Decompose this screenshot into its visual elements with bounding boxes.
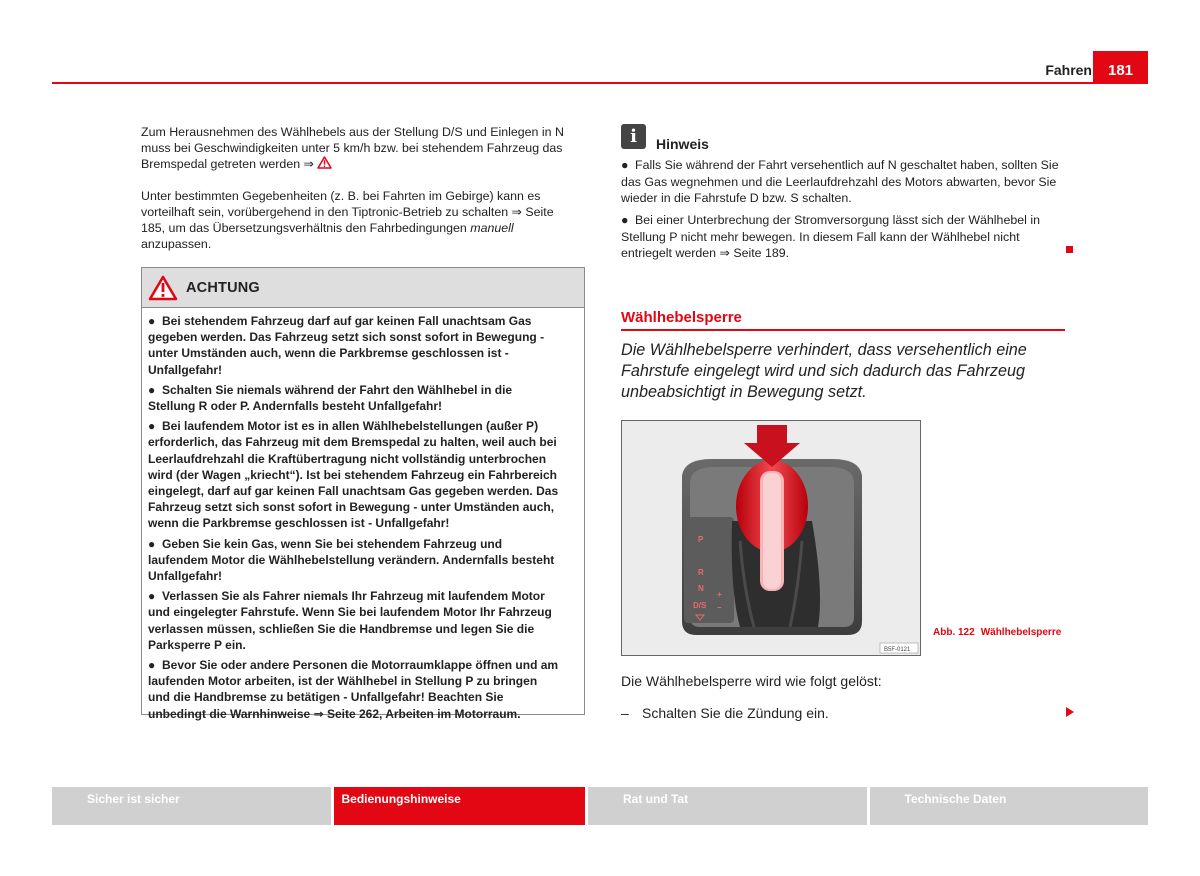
gear-label-ds: D/S <box>693 601 707 610</box>
section-title: Fahren <box>1045 62 1092 78</box>
bullet-icon: ● <box>148 536 156 551</box>
warning-header <box>142 268 584 308</box>
warning-item <box>148 536 560 585</box>
hint-item-text: Bei einer Unterbrechung der Stromversorgung lässt sich der Wählhebel in Stellung P nicht mehr bewegen. In diesem Fall kann der Wählhebel nicht entriegelt werden ⇒ Seite 189. <box>621 213 1040 260</box>
header-rule <box>52 82 1148 84</box>
gear-label-r: R <box>698 568 704 577</box>
warning-item-text: Schalten Sie niemals während der Fahrt den Wählhebel in die Stellung R oder P. Andernfalls besteht Unfallgefahr! <box>148 382 513 414</box>
paragraph-tiptronic-text: Unter bestimmten Gegebenheiten (z. B. bei Fahrten im Gebirge) kann es vorteilhaft sein, vorübergehend in den Tiptronic-Betrieb zu schalten ⇒ Seite 185, um das Übersetzungsverhältnis den Fahrbedingungen <box>141 189 554 235</box>
tab-rat-und-tat[interactable]: Rat und Tat <box>588 787 867 825</box>
figure-label: Abb. 122 <box>933 627 975 638</box>
steps-lead: Die Wählhebelsperre wird wie folgt gelöst: <box>621 673 882 689</box>
tab-technische-daten[interactable]: Technische Daten <box>870 787 1149 825</box>
paragraph-brake-text: Zum Herausnehmen des Wählhebels aus der Stellung D/S und Einlegen in N muss bei Geschwindigkeiten unter 5 km/h bzw. bei stehendem Fahrzeug das Bremspedal getreten werden ⇒ <box>141 125 564 171</box>
paragraph-tiptronic <box>141 188 581 252</box>
dash-icon: – <box>621 705 629 721</box>
chapter-tabs <box>52 787 1148 825</box>
section-end-marker-icon <box>1066 246 1073 253</box>
warning-triangle-icon <box>148 275 178 301</box>
warning-item-text: Verlassen Sie als Fahrer niemals Ihr Fahrzeug mit laufendem Motor und eingelegter Fahrstufe. Wenn Sie bei laufendem Motor Ihr Fahrzeug verlassen müssen, schließen Sie die Handbremse und legen Sie die Parksperre P ein. <box>148 589 552 652</box>
bullet-icon: ● <box>621 158 629 172</box>
gear-label-p: P <box>698 535 704 544</box>
warning-list <box>142 308 584 722</box>
warning-item-text: Bevor Sie oder andere Personen die Motorraumklappe öffnen und am laufenden Motor arbeiten, ist der Wählhebel in Stellung P zu bringen und die Handbremse zu betätigen - Unfallgefahr! Beachten Sie unbedingt die Warnhinweise ⇒ Seite 262, Arbeiten im Motorraum. <box>148 658 559 721</box>
bullet-icon: ● <box>148 314 156 328</box>
warning-item <box>148 588 560 653</box>
gear-label-n: N <box>698 584 704 593</box>
figure-title: Wählhebelsperre <box>980 627 1062 638</box>
paragraph-tiptronic-italic: manuell <box>470 221 514 235</box>
bullet-icon: ● <box>621 213 629 227</box>
warning-box <box>141 267 585 721</box>
figure-code: B5F-0121 <box>884 647 911 653</box>
info-icon: i <box>621 124 646 149</box>
page-number: 181 <box>1093 51 1148 84</box>
hint-item-text: Falls Sie während der Fahrt versehentlich auf N geschaltet haben, sollten Sie das Gas wegnehmen und die Leerlaufdrehzahl des Motors abwarten, bevor Sie wieder in die Fahrstufe D bzw. S schalten. <box>621 158 1059 205</box>
step-item <box>621 705 829 721</box>
section-intro: Die Wählhebelsperre verhindert, dass versehentlich eine Fahrstufe eingelegt wird und sich dadurch das Fahrzeug unbeabsichtigt in Bewegung setzt. <box>621 341 1027 401</box>
warning-item <box>148 313 560 378</box>
warning-item <box>148 382 560 414</box>
bullet-icon: ● <box>148 658 156 673</box>
paragraph-brake-note <box>141 124 581 172</box>
warning-item <box>148 418 560 531</box>
warning-triangle-icon <box>317 156 332 169</box>
step-text: Schalten Sie die Zündung ein. <box>642 705 829 721</box>
tip-label-minus: – <box>717 603 722 612</box>
continue-arrow-icon <box>1066 707 1074 717</box>
bullet-icon: ● <box>148 419 156 434</box>
paragraph-tiptronic-tail: anzupassen. <box>141 237 212 251</box>
gear-lever-figure <box>621 420 921 656</box>
hint-title: Hinweis <box>656 136 709 152</box>
gear-lever-illustration <box>622 421 921 656</box>
section-heading-rule <box>621 329 1065 331</box>
section-heading: Wählhebelsperre <box>621 309 742 326</box>
bullet-icon: ● <box>148 589 156 604</box>
hint-item <box>621 157 1061 207</box>
figure-caption <box>933 626 1063 640</box>
tip-label-plus: + <box>717 590 722 599</box>
tab-sicher-ist-sicher[interactable]: Sicher ist sicher <box>52 787 331 825</box>
bullet-icon: ● <box>148 382 156 397</box>
warning-item-text: Bei stehendem Fahrzeug darf auf gar keinen Fall unachtsam Gas gegeben werden. Das Fahrzeug setzt sich sonst sofort in Bewegung - unter Umständen auch, wenn die Parkbremse geschlossen ist - Unfallgefahr! <box>148 314 545 377</box>
warning-item-text: Bei laufendem Motor ist es in allen Wählhebelstellungen (außer P) erforderlich, das Fahrzeug mit dem Bremspedal zu halten, weil auch bei Leerlaufdrehzahl die Kraftübertragung nicht vollständig unterbrochen wird (der Wagen „kriecht“). Ist bei stehendem Fahrzeug ein Fahrbereich eingelegt, darf auf gar keinen Fall unachtsam Gas gegeben werden. Das Fahrzeug setzt sich sonst sofort in Bewegung - unter Umständen auch, wenn die Parkbremse geschlossen ist - Unfallgefahr! <box>148 419 559 531</box>
warning-item-text: Geben Sie kein Gas, wenn Sie bei stehendem Fahrzeug und laufendem Motor die Wählhebelstellung verändern. Andernfalls besteht Unfallgefahr! <box>148 536 555 584</box>
warning-title: ACHTUNG <box>186 279 260 296</box>
warning-item <box>148 657 560 722</box>
hint-item <box>621 212 1061 262</box>
tab-bedienungshinweise[interactable]: Bedienungshinweise <box>334 787 586 825</box>
